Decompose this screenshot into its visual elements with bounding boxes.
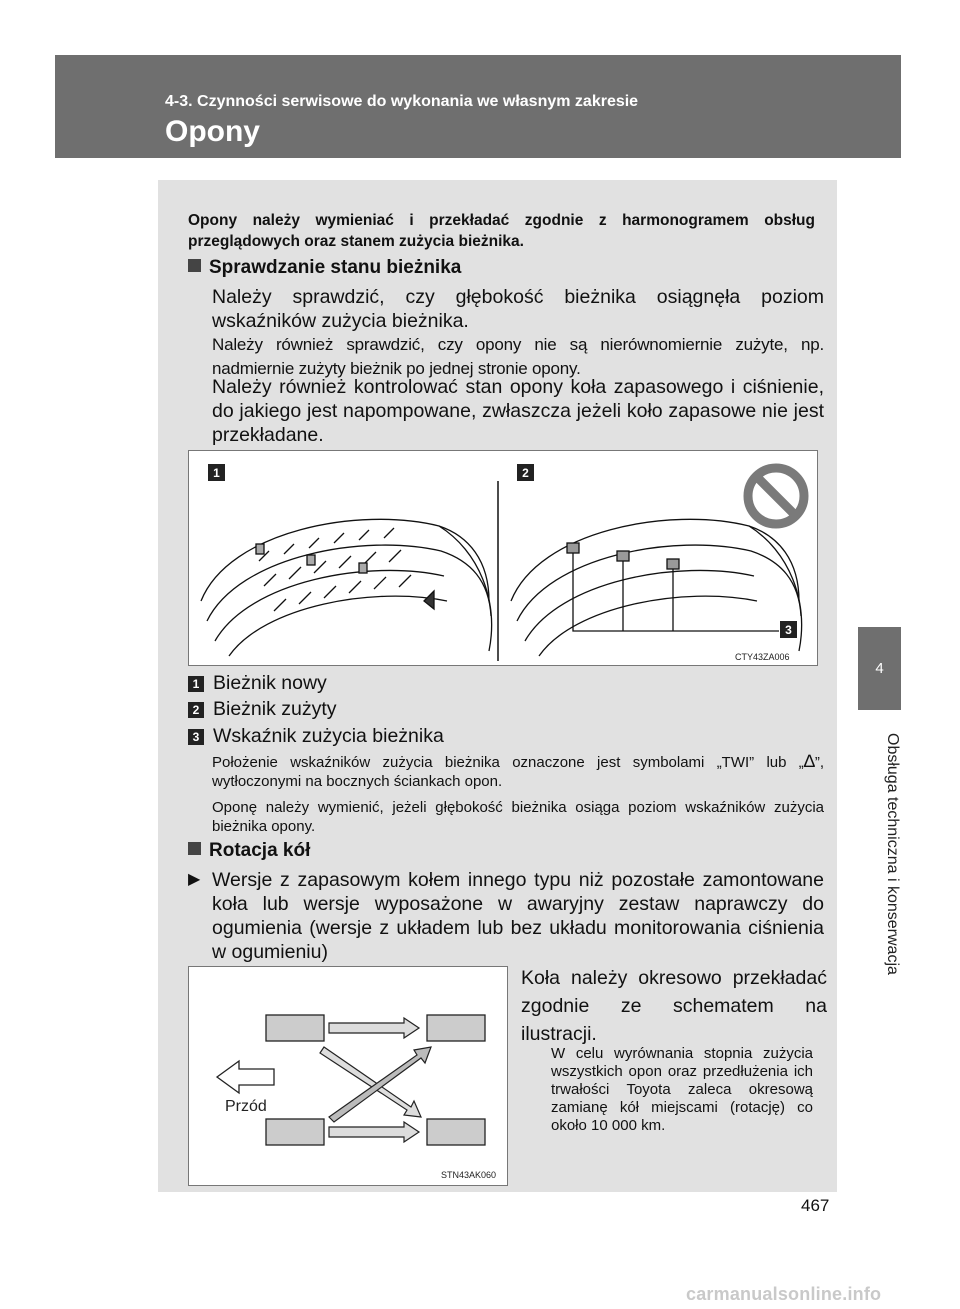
twi-triangle-icon: ∆ bbox=[803, 751, 815, 771]
paragraph: Należy również kontrolować stan opony koła zapasowego i ciśnienie, do jakiego jest napompowane, zwłaszcza jeżeli koło zapasowe nie jest przekładane. bbox=[212, 376, 824, 446]
watermark-link[interactable]: carmanualsonline.info bbox=[686, 1284, 882, 1304]
paragraph: Należy również sprawdzić, czy opony nie są nierównomiernie zużyte, np. nadmiernie zużyty bieżnik po jednej stronie opony. bbox=[212, 335, 824, 378]
square-bullet-icon bbox=[188, 259, 201, 272]
bullet-text: Wersje z zapasowym kołem innego typu niż pozostałe zamontowane koła lub wersje wyposażone w awaryjny zestaw naprawczy do ogumienia (wersje z układem lub bez układu monitorowania ciśnienia w ogumieniu) bbox=[212, 869, 824, 963]
new-tread-tire bbox=[201, 519, 492, 656]
figure-code: STN43AK060 bbox=[441, 1170, 497, 1180]
arrow-front bbox=[329, 1018, 419, 1038]
legend-number: 2 bbox=[188, 702, 204, 718]
arrow-diagonal-down bbox=[320, 1047, 421, 1117]
legend-item bbox=[188, 725, 444, 748]
legend-label: Bieżnik zużyty bbox=[213, 698, 337, 720]
section-title-text: Rotacja kół bbox=[209, 840, 311, 861]
chapter-tab[interactable] bbox=[858, 627, 901, 710]
callout-2-label: 2 bbox=[522, 466, 529, 480]
wheel-front-right bbox=[427, 1015, 485, 1041]
rotation-text: Koła należy okresowo przekładać zgodnie ze schematem na ilustracji. bbox=[521, 967, 827, 1045]
callout-3-label: 3 bbox=[785, 623, 792, 637]
legend-number: 3 bbox=[188, 729, 204, 745]
legend-item bbox=[188, 698, 337, 721]
tread-illustration bbox=[189, 451, 817, 665]
chapter-header bbox=[55, 55, 901, 158]
rotation-diagram bbox=[189, 967, 507, 1185]
square-bullet-icon bbox=[188, 842, 201, 855]
note-text: ”, wytłoczonymi na bocznych ściankach opon. bbox=[212, 754, 824, 790]
callout-1-label: 1 bbox=[213, 466, 220, 480]
front-label: Przód bbox=[225, 1098, 267, 1115]
page-number: 467 bbox=[801, 1196, 830, 1215]
section-title-rotation bbox=[188, 840, 310, 862]
note-text: Położenie wskaźników zużycia bieżnika oznaczone jest symbolami „TWI” lub „ bbox=[212, 754, 804, 771]
wheel-rear-right bbox=[427, 1119, 485, 1145]
chapter-tab-label: Obsługa techniczna i konserwacja bbox=[884, 733, 901, 975]
page-title: Opony bbox=[165, 115, 260, 148]
legend-label: Wskaźnik zużycia bieżnika bbox=[213, 725, 444, 747]
section-title-text: Sprawdzanie stanu bieżnika bbox=[209, 257, 462, 278]
triangle-bullet-icon: ▶ bbox=[188, 871, 201, 888]
legend-label: Bieżnik nowy bbox=[213, 672, 327, 694]
version-bullet bbox=[188, 868, 824, 964]
rotation-arrows bbox=[320, 1018, 431, 1142]
front-arrow-icon bbox=[217, 1061, 274, 1093]
note-replace: Oponę należy wymienić, jeżeli głębokość bieżnika osiąga poziom wskaźników zużycia bieżnika opony. bbox=[212, 799, 824, 835]
legend-number: 1 bbox=[188, 676, 204, 692]
prohibition-icon bbox=[748, 468, 804, 524]
wheel-rear-left bbox=[266, 1119, 324, 1145]
breadcrumb: 4-3. Czynności serwisowe do wykonania we własnym zakresie bbox=[165, 93, 639, 110]
paragraph: Należy sprawdzić, czy głębokość bieżnika osiągnęła poziom wskaźników zużycia bieżnika. bbox=[212, 286, 824, 332]
tread-figure bbox=[188, 450, 818, 666]
legend-item bbox=[188, 672, 327, 695]
worn-tread-tire bbox=[511, 519, 802, 656]
rotation-note: W celu wyrównania stopnia zużycia wszystkich opon oraz przedłużenia ich trwałości Toyota zaleca okresową zamianę kół miejscami (rotację) co około 10 000 km. bbox=[551, 1045, 813, 1134]
figure-code: CTY43ZA006 bbox=[735, 652, 790, 662]
intro-text: Opony należy wymieniać i przekładać zgodnie z harmonogramem obsług przeglądowych oraz stanem zużycia bieżnika. bbox=[188, 212, 815, 250]
arrow-rear bbox=[329, 1122, 419, 1142]
section-title-tread bbox=[188, 257, 461, 279]
rotation-figure bbox=[188, 966, 508, 1186]
wheel-front-left bbox=[266, 1015, 324, 1041]
chapter-tab-number: 4 bbox=[875, 660, 884, 677]
note-twi bbox=[212, 752, 824, 791]
